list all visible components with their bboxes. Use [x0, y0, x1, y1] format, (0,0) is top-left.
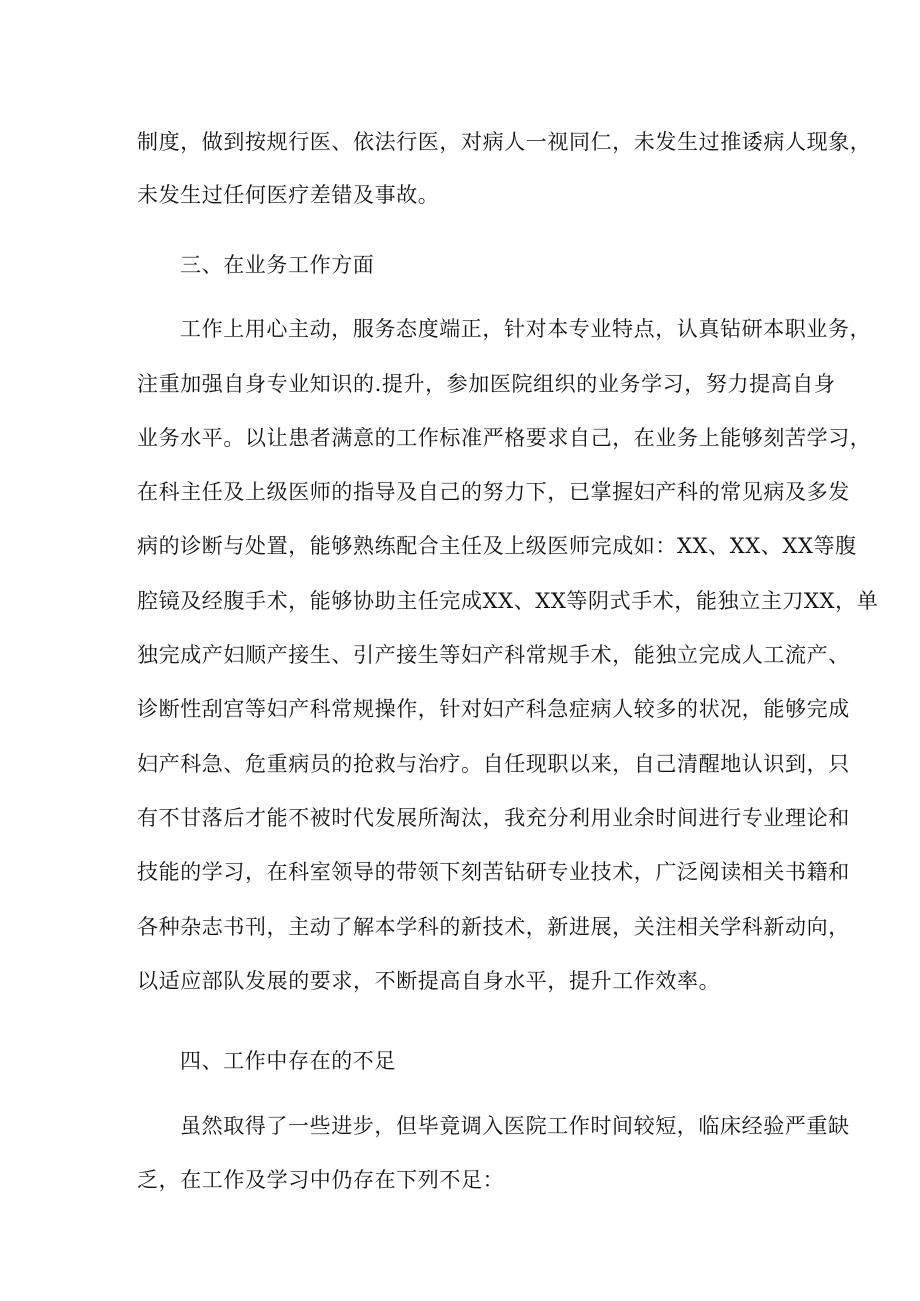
paragraph-line: 未发生过任何医疗差错及事故。 [137, 183, 440, 207]
paragraph-line: 制度，做到按规行医、依法行医，对病人一视同仁，未发生过推诿病人现象， [137, 130, 872, 154]
paragraph-line: 各种杂志书刊，主动了解本学科的新技术，新进展，关注相关学科新动向， [137, 915, 850, 939]
section-heading: 三、在业务工作方面 [180, 253, 375, 277]
paragraph-line: 虽然取得了一些进步，但毕竟调入医院工作时间较短，临床经验严重缺 [180, 1114, 850, 1138]
paragraph-line: 诊断性刮宫等妇产科常规操作，针对妇产科急症病人较多的状况，能够完成 [137, 697, 850, 721]
paragraph-line: 妇产科急、危重病员的抢救与治疗。自任现职以来，自己清醒地认识到，只 [137, 752, 850, 776]
paragraph-line: 业务水平。以让患者满意的工作标准严格要求自己，在业务上能够刻苦学习， [137, 426, 872, 450]
paragraph-line: 独完成产妇顺产接生、引产接生等妇产科常规手术，能独立完成人工流产、 [137, 643, 850, 667]
paragraph-line: 有不甘落后才能不被时代发展所淘汰，我充分利用业余时间进行专业理论和 [137, 806, 850, 830]
paragraph-line: 技能的学习，在科室领导的带领下刻苦钻研专业技术，广泛阅读相关书籍和 [137, 860, 850, 884]
section-heading: 四、工作中存在的不足 [180, 1049, 396, 1073]
paragraph-line: 以适应部队发展的要求，不断提高自身水平，提升工作效率。 [137, 969, 721, 993]
paragraph-line: 乏，在工作及学习中仍存在下列不足： [137, 1168, 505, 1192]
paragraph-line: 在科主任及上级医师的指导及自己的努力下，已掌握妇产科的常见病及多发 [137, 480, 850, 504]
paragraph-line: 病的诊断与处置，能够熟练配合主任及上级医师完成如：XX、XX、XX等腹 [137, 534, 857, 558]
paragraph-line: 工作上用心主动，服务态度端正，针对本专业特点，认真钻研本职业务， [180, 317, 872, 341]
paragraph-line: 腔镜及经腹手术，能够协助主任完成XX、XX等阴式手术，能独立主刀XX，单 [137, 589, 879, 613]
paragraph-line: 注重加强自身专业知识的.提升，参加医院组织的业务学习，努力提高自身 [137, 372, 836, 396]
